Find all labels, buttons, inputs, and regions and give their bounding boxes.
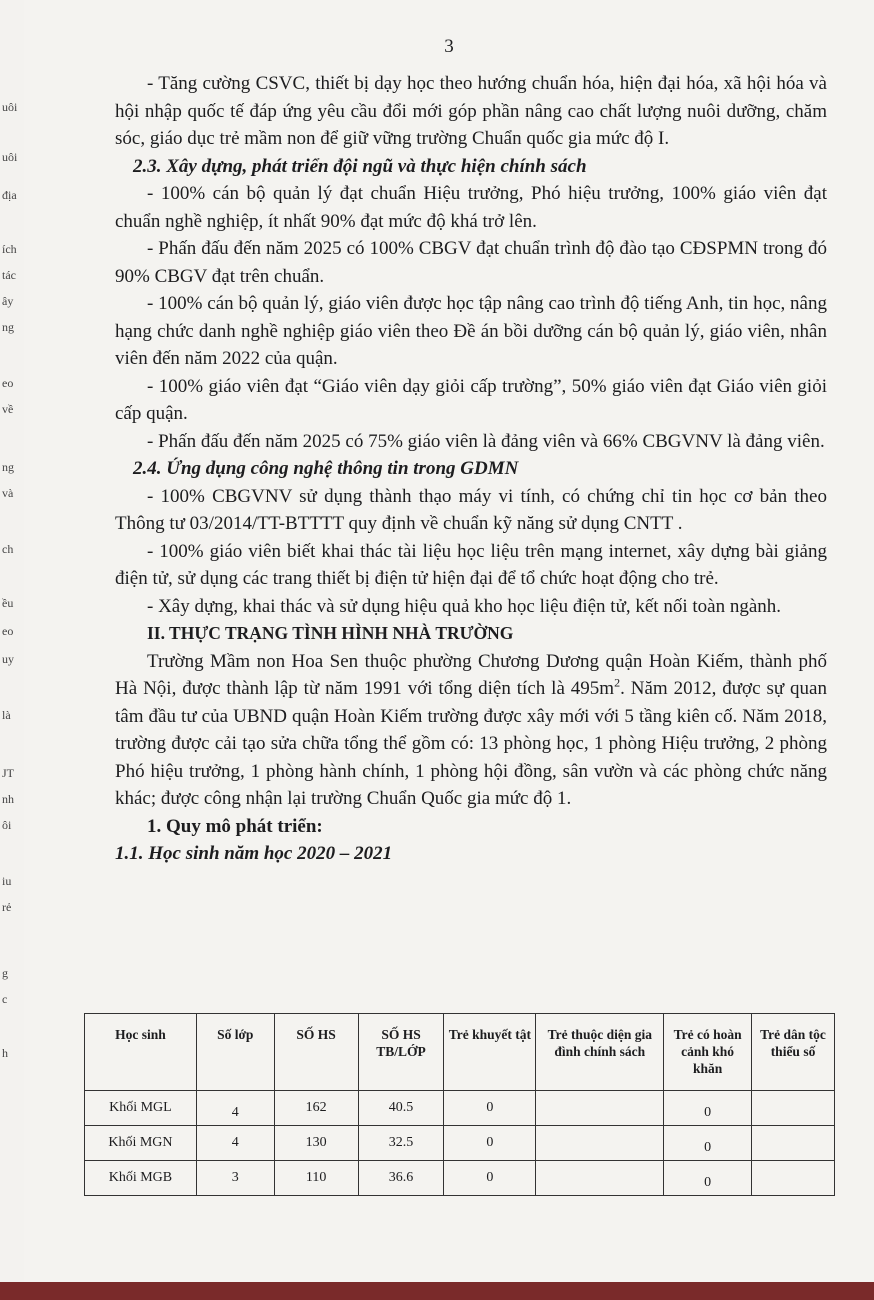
section-heading-1: 1. Quy mô phát triển: [147, 815, 323, 837]
paragraph-upskilling: - 100% cán bộ quản lý, giáo viên được học tập nâng cao trình độ tiếng Anh, tin học, nâng hạng chức danh nghề nghiệp giáo viên theo Đề án bồi dưỡng cán bộ quản lý, giáo viên, nhân viên đến năm 2022 của quận. [115, 293, 827, 369]
margin-fragment: về [2, 402, 14, 416]
student-table [84, 1013, 835, 1196]
table-cell: 4 [196, 1091, 274, 1126]
history-text-b: . Năm 2012, được sự quan tâm đầu tư của UBND quận Hoàn Kiếm trường được xây mới với 5 tầng kiên cố. Năm 2018, trường được cải tạo sửa chữa tổng thể gồm có: 13 phòng học, 1 phòng Hiệu trưởng, 2 phòng Phó hiệu trưởng, 1 phòng hành chính, 1 phòng hội đồng, sân vườn và các phòng chức năng khác; được công nhận lại trường Chuẩn Quốc gia mức độ 1. [115, 678, 827, 809]
table-cell: 110 [274, 1161, 358, 1196]
table-cell: 0 [664, 1091, 752, 1126]
table-cell: Khối MGL [85, 1091, 197, 1126]
table-cell: 40.5 [358, 1091, 444, 1126]
table-header: Trẻ thuộc diện gia đình chính sách [536, 1014, 664, 1091]
area-superscript: 2 [614, 675, 621, 690]
table-row [85, 1161, 835, 1196]
margin-fragment: uôi [2, 100, 18, 114]
table-header: SỐ HS [274, 1014, 358, 1091]
table-header: Học sinh [85, 1014, 197, 1091]
table-header: Trẻ có hoàn cảnh khó khăn [664, 1014, 752, 1091]
paragraph-staff-standard: - 100% cán bộ quản lý đạt chuẩn Hiệu trưởng, Phó hiệu trưởng, 100% giáo viên đạt chuẩn nghề nghiệp, ít nhất 90% đạt mức độ khá trở lên. [115, 183, 827, 232]
table-cell [752, 1126, 835, 1161]
paragraph-school-history [115, 648, 827, 813]
margin-fragment: ch [2, 542, 14, 556]
table-header: SỐ HS TB/LỚP [358, 1014, 444, 1091]
table-header-row [85, 1014, 835, 1091]
document-page [24, 0, 874, 1282]
margin-fragment: ng [2, 460, 14, 474]
table-cell: 4 [196, 1126, 274, 1161]
table-row [85, 1091, 835, 1126]
margin-fragment: là [2, 708, 11, 722]
margin-fragment: uy [2, 652, 14, 666]
section-heading-II: II. THỰC TRẠNG TÌNH HÌNH NHÀ TRƯỜNG [147, 623, 514, 643]
table-cell [536, 1126, 664, 1161]
table-cell: 3 [196, 1161, 274, 1196]
table-cell: 32.5 [358, 1126, 444, 1161]
book-edge [0, 1282, 874, 1300]
table-cell: 0 [664, 1161, 752, 1196]
history-text-a: Trường Mầm non Hoa Sen thuộc phường Chương Dương quận Hoàn Kiếm, thành phố Hà Nội, được thành lập từ năm 1991 với tổng diện tích là 495m [115, 650, 827, 699]
paragraph-e-learning: - 100% giáo viên biết khai thác tài liệu học liệu trên mạng internet, xây dựng bài giảng điện tử, sử dụng các trang thiết bị điện tử hiện đại để tổ chức hoạt động cho trẻ. [115, 540, 827, 589]
table-cell [752, 1161, 835, 1196]
margin-fragment: ích [2, 242, 17, 256]
margin-fragment: c [2, 992, 8, 1006]
table-cell: 162 [274, 1091, 358, 1126]
section-heading-2-4: 2.4. Ứng dụng công nghệ thông tin trong GDMN [133, 458, 519, 479]
page-number: 3 [444, 36, 454, 57]
section-heading-2-3: 2.3. Xây dựng, phát triển đội ngũ và thực hiện chính sách [133, 155, 587, 177]
section-heading-1-1: 1.1. Học sinh năm học 2020 – 2021 [115, 843, 393, 864]
margin-fragment: eo [2, 624, 14, 638]
margin-fragment: nh [2, 792, 14, 806]
table-cell: 130 [274, 1126, 358, 1161]
margin-fragment: tác [2, 268, 16, 282]
paragraph-infrastructure: - Tăng cường CSVC, thiết bị dạy học theo hướng chuẩn hóa, hiện đại hóa, xã hội hóa và hội nhập quốc tế đáp ứng yêu cầu đổi mới góp phần nâng cao chất lượng nuôi dưỡng, chăm sóc, giáo dục trẻ mầm non để giữ vững trường Chuẩn quốc gia mức độ I. [115, 73, 827, 149]
table-cell: 0 [444, 1091, 536, 1126]
margin-fragment: ều [2, 596, 14, 610]
adjacent-page-strip [0, 0, 25, 1300]
margin-fragment: ây [2, 294, 14, 308]
margin-fragment: uôi [2, 150, 18, 164]
table-cell: Khối MGB [85, 1161, 197, 1196]
table-cell: Khối MGN [85, 1126, 197, 1161]
table-header: Số lớp [196, 1014, 274, 1091]
margin-fragment: eo [2, 376, 14, 390]
table-cell [536, 1091, 664, 1126]
table-cell [536, 1161, 664, 1196]
paragraph-party-members: - Phấn đấu đến năm 2025 có 75% giáo viên là đảng viên và 66% CBGVNV là đảng viên. [147, 430, 825, 452]
page-body [115, 70, 827, 868]
paragraph-good-teacher: - 100% giáo viên đạt “Giáo viên dạy giỏi cấp trường”, 50% giáo viên đạt Giáo viên giỏi cấp quận. [115, 375, 827, 424]
paragraph-training-target: - Phấn đấu đến năm 2025 có 100% CBGV đạt chuẩn trình độ đào tạo CĐSPMN trong đó 90% CBGV đạt trên chuẩn. [115, 238, 827, 287]
table-cell [752, 1091, 835, 1126]
margin-fragment: ng [2, 320, 14, 334]
margin-fragment: JT [2, 766, 14, 780]
margin-fragment: địa [2, 188, 17, 202]
table-cell: 0 [664, 1126, 752, 1161]
margin-fragment: ôi [2, 818, 12, 832]
margin-fragment: rẻ [2, 900, 12, 914]
paragraph-e-library: - Xây dựng, khai thác và sử dụng hiệu quả kho học liệu điện tử, kết nối toàn ngành. [147, 595, 782, 617]
margin-fragment: g [2, 966, 8, 980]
margin-fragment: và [2, 486, 14, 500]
margin-fragment: h [2, 1046, 8, 1060]
table-cell: 0 [444, 1126, 536, 1161]
margin-fragment: iu [2, 874, 12, 888]
table-row [85, 1126, 835, 1161]
table-cell: 36.6 [358, 1161, 444, 1196]
table-header: Trẻ khuyết tật [444, 1014, 536, 1091]
paragraph-computer-skills: - 100% CBGVNV sử dụng thành thạo máy vi tính, có chứng chỉ tin học cơ bản theo Thông tư 03/2014/TT-BTTTT quy định về chuẩn kỹ năng sử dụng CNTT . [115, 485, 827, 534]
table-header: Trẻ dân tộc thiểu số [752, 1014, 835, 1091]
table-cell: 0 [444, 1161, 536, 1196]
